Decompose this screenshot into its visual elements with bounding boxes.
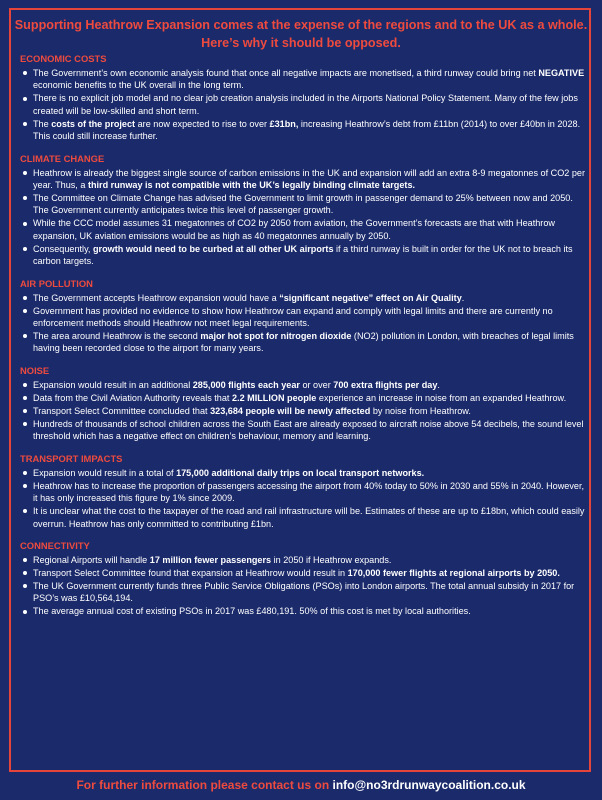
bullet-text: if a third runway is built in order for the UK not to breach its carbon targets. bbox=[33, 243, 573, 267]
bullet-list bbox=[20, 292, 588, 355]
section-connectivity bbox=[20, 539, 588, 618]
footer-lead: For further information please contact us on bbox=[76, 778, 333, 792]
section-heading: TRANSPORT IMPACTS bbox=[20, 452, 123, 464]
bullet-text: are now expected to rise to over bbox=[135, 118, 270, 129]
bullet-list bbox=[20, 467, 588, 530]
bullet-emphasis: 17 million fewer passengers bbox=[149, 554, 272, 565]
bullet-item bbox=[20, 392, 588, 404]
bullet-emphasis: third runway is not compatible with the UK’s legally binding climate targets. bbox=[87, 180, 416, 191]
bullet-text: Government has provided no evidence to show how Heathrow can expand and comply with legal limits and there are currently no enforcement methods should Heathrow not meet legal requirements. bbox=[33, 305, 553, 329]
bullet-list bbox=[20, 67, 588, 143]
bullet-item bbox=[20, 118, 588, 143]
bullet-item bbox=[20, 330, 588, 355]
bullet-item bbox=[20, 67, 588, 92]
bullet-list bbox=[20, 379, 588, 443]
bullet-emphasis: 175,000 additional daily trips on local transport networks. bbox=[176, 467, 425, 478]
bullet-text: While the CCC model assumes 31 megatonnes of CO2 by 2050 from aviation, the Government’s forecasts are that with Heathrow expansion, UK aviation emissions would be as high as 40 megatonnes annually by 2050. bbox=[33, 218, 555, 241]
bullet-emphasis: costs of the project bbox=[51, 118, 136, 129]
bullet-text: The bbox=[33, 118, 52, 129]
bullet-text: The area around Heathrow is the second bbox=[33, 331, 201, 342]
section-heading: NOISE bbox=[20, 364, 50, 376]
bullet-text: . bbox=[461, 292, 465, 303]
bullet-text: Transport Select Committee found that expansion at Heathrow would result in bbox=[33, 567, 348, 578]
section-transport-impacts bbox=[20, 452, 588, 530]
bullet-text: Expansion would result in a total of bbox=[33, 467, 177, 478]
bullet-item bbox=[20, 92, 588, 117]
bullet-text: Heathrow is already the biggest single source of carbon emissions in the UK and expansion will add an extra 8-9 megatonnes of CO2 per year. Thus, a bbox=[33, 167, 585, 191]
content-sections bbox=[20, 52, 588, 627]
bullet-text: economic benefits to the UK overall in the long term. bbox=[33, 80, 244, 91]
bullet-item bbox=[20, 554, 588, 566]
bullet-item bbox=[20, 467, 588, 479]
bullet-text: Data from the Civil Aviation Authority reveals that bbox=[33, 392, 232, 403]
bullet-item bbox=[20, 605, 588, 617]
bullet-item bbox=[20, 505, 588, 530]
bullet-text: increasing Heathrow’s debt from £11bn (2014) to over £40bn in 2028. This could still increase further. bbox=[33, 118, 581, 142]
bullet-emphasis: “significant negative” effect on Air Quality bbox=[279, 292, 462, 303]
page-title-line2: Here’s why it should be opposed. bbox=[201, 36, 401, 50]
bullet-emphasis: 700 extra flights per day bbox=[333, 379, 438, 390]
bullet-emphasis: 285,000 flights each year bbox=[192, 379, 300, 390]
bullet-text: Hundreds of thousands of school children across the South East are already exposed to aircraft noise above 54 decibels, the sound level threshold which has a negative effect on children’s behaviour, memory and learning. bbox=[33, 418, 584, 442]
section-heading: CONNECTIVITY bbox=[20, 539, 90, 551]
bullet-text: in 2050 if Heathrow expands. bbox=[271, 554, 392, 565]
bullet-text: The UK Government currently funds three Public Service Obligations (PSOs) into London airports. The total annual subsidy in 2017 for PSO’s was £10,564,194. bbox=[33, 580, 575, 604]
bullet-item bbox=[20, 292, 588, 304]
bullet-text: It is unclear what the cost to the taxpayer of the road and rail infrastructure will be. Estimates of these are up to £18bn, which could easily overrun. Heathrow has only committed to contributing £1bn. bbox=[33, 506, 585, 529]
bullet-text: Regional Airports will handle bbox=[33, 554, 150, 565]
section-heading: ECONOMIC COSTS bbox=[20, 53, 107, 64]
contact-email-link[interactable]: info@no3rdrunwaycoalition.co.uk bbox=[332, 778, 526, 792]
bullet-text: Transport Select Committee concluded that bbox=[33, 405, 211, 416]
section-climate-change bbox=[20, 152, 588, 268]
bullet-list bbox=[20, 554, 588, 618]
section-heading: CLIMATE CHANGE bbox=[20, 152, 105, 164]
bullet-item bbox=[20, 567, 588, 579]
bullet-item bbox=[20, 305, 588, 330]
page-title bbox=[14, 16, 588, 52]
bullet-text: by noise from Heathrow. bbox=[370, 405, 471, 416]
bullet-text: Expansion would result in an additional bbox=[33, 379, 193, 390]
bullet-text: The Government accepts Heathrow expansion would have a bbox=[33, 292, 280, 303]
bullet-item bbox=[20, 192, 588, 217]
bullet-emphasis: 2.2 MILLION people bbox=[231, 392, 317, 403]
bullet-text: experience an increase in noise from an expanded Heathrow. bbox=[316, 392, 567, 403]
bullet-item bbox=[20, 405, 588, 417]
bullet-text: Consequently, bbox=[33, 243, 93, 254]
bullet-text: The Committee on Climate Change has advised the Government to limit growth in passenger demand to 25% between now and 2050. The Government currently anticipates twice this level of passenger growth. bbox=[33, 193, 573, 216]
bullet-text: The Government’s own economic analysis found that once all negative impacts are monetised, a third runway could bring net bbox=[33, 68, 539, 78]
bullet-text: or over bbox=[299, 379, 334, 390]
page-title-line1: Supporting Heathrow Expansion comes at the expense of the regions and to the UK as a whole. bbox=[14, 18, 588, 32]
bullet-text: The average annual cost of existing PSOs in 2017 was £480,191. 50% of this cost is met by local authorities. bbox=[33, 606, 471, 617]
bullet-emphasis: 323,684 people will be newly affected bbox=[210, 405, 371, 416]
bullet-emphasis: growth would need to be curbed at all other UK airports bbox=[93, 243, 334, 254]
bullet-text: (NO2) pollution in London, with breaches of legal limits having been recorded close to the airport for many years. bbox=[33, 331, 574, 354]
bullet-item bbox=[20, 243, 588, 268]
bullet-emphasis: 170,000 fewer flights at regional airports by 2050. bbox=[347, 567, 560, 578]
bullet-text: . bbox=[437, 379, 440, 390]
bullet-list bbox=[20, 167, 588, 268]
bullet-emphasis: £31bn, bbox=[269, 118, 299, 129]
bullet-item bbox=[20, 167, 588, 192]
bullet-item bbox=[20, 418, 588, 443]
section-economic-costs bbox=[20, 52, 588, 143]
bullet-text: There is no explicit job model and no clear job creation analysis included in the Airports National Policy Statement. Many of the few jobs created will be low-skilled and short term. bbox=[33, 93, 578, 116]
bullet-emphasis: major hot spot for nitrogen dioxide bbox=[200, 331, 352, 342]
footer-contact bbox=[0, 777, 602, 793]
section-air-pollution bbox=[20, 277, 588, 355]
bullet-item bbox=[20, 580, 588, 605]
bullet-item bbox=[20, 480, 588, 505]
bullet-item bbox=[20, 379, 588, 391]
bullet-item bbox=[20, 217, 588, 242]
bullet-emphasis: NEGATIVE bbox=[538, 68, 585, 78]
section-heading: AIR POLLUTION bbox=[20, 277, 93, 289]
bullet-text: Heathrow has to increase the proportion of passengers accessing the airport from 40% today to 50% in 2030 and 55% in 2040. However, it has only increased this figure by 1% since 2009. bbox=[33, 480, 585, 504]
section-noise bbox=[20, 364, 588, 443]
